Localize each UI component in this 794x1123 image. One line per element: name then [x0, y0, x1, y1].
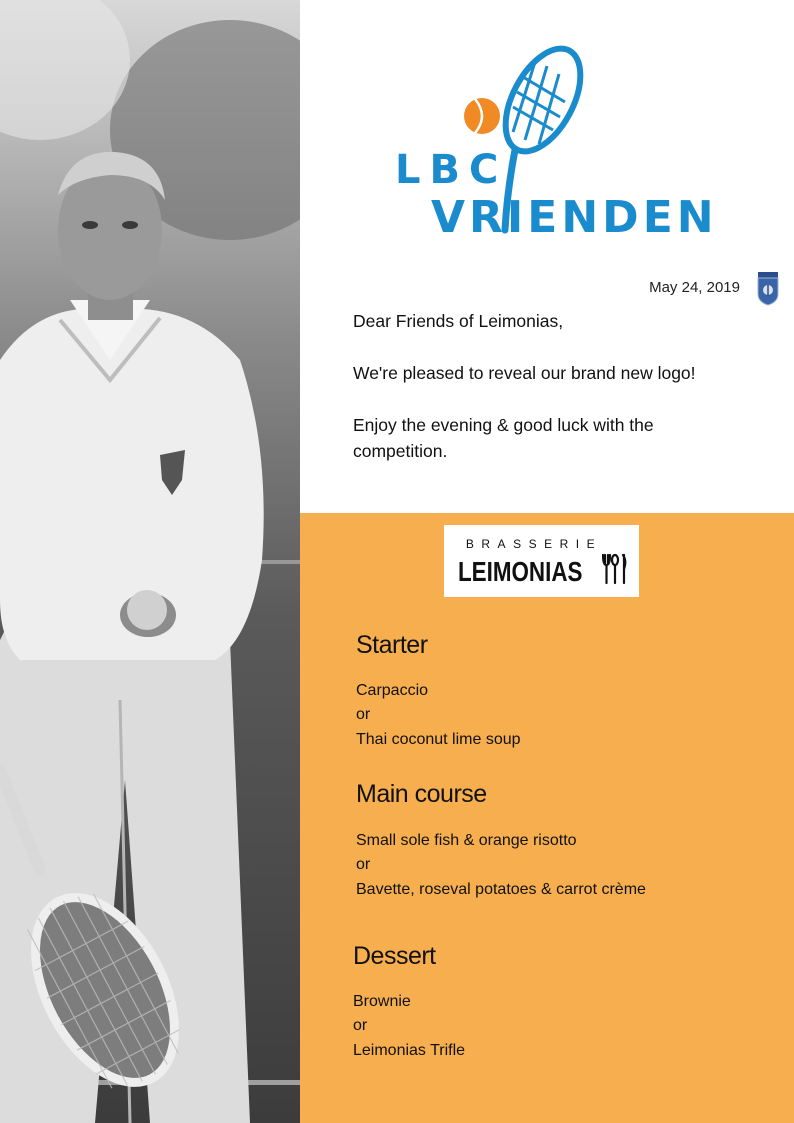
tennis-player-photo	[0, 0, 300, 1123]
starter-title: Starter	[356, 631, 428, 659]
letter-body	[353, 308, 733, 490]
brasserie-logo	[444, 525, 639, 597]
list-item: Leimonias Trifle	[353, 1041, 466, 1059]
list-item: Small sole fish & orange risotto	[356, 832, 577, 849]
logo-text-lbc: LBC	[395, 147, 508, 193]
crest-icon	[756, 272, 780, 306]
list-item: Bavette, roseval potatoes & carrot crème	[356, 880, 646, 898]
starter-items	[356, 679, 521, 752]
lbc-vrienden-logo	[395, 42, 718, 243]
list-item: Brownie	[353, 993, 411, 1010]
brasserie-name: LEIMONIAS	[458, 556, 583, 587]
list-item: or	[356, 856, 371, 874]
list-item: Carpaccio	[356, 682, 429, 699]
cutlery-icon	[602, 553, 628, 585]
main-course-items	[356, 829, 646, 902]
letter-line-logo: We're pleased to reveal our brand new logo!	[353, 363, 696, 383]
letter-line-evening: Enjoy the evening & good luck with the competition.	[353, 415, 654, 461]
logo-text-vrienden: VRIENDEN	[431, 192, 718, 243]
dessert-title: Dessert	[353, 942, 436, 970]
letter-greeting: Dear Friends of Leimonias,	[353, 311, 564, 331]
letter-date: May 24, 2019	[649, 279, 740, 296]
list-item: or	[356, 706, 371, 724]
brasserie-label: BRASSERIE	[465, 537, 603, 551]
list-item: or	[353, 1017, 368, 1035]
photo-illustration	[0, 0, 300, 1123]
main-course-title: Main course	[356, 780, 487, 808]
list-item: Thai coconut lime soup	[356, 730, 521, 748]
dessert-items	[353, 990, 465, 1063]
